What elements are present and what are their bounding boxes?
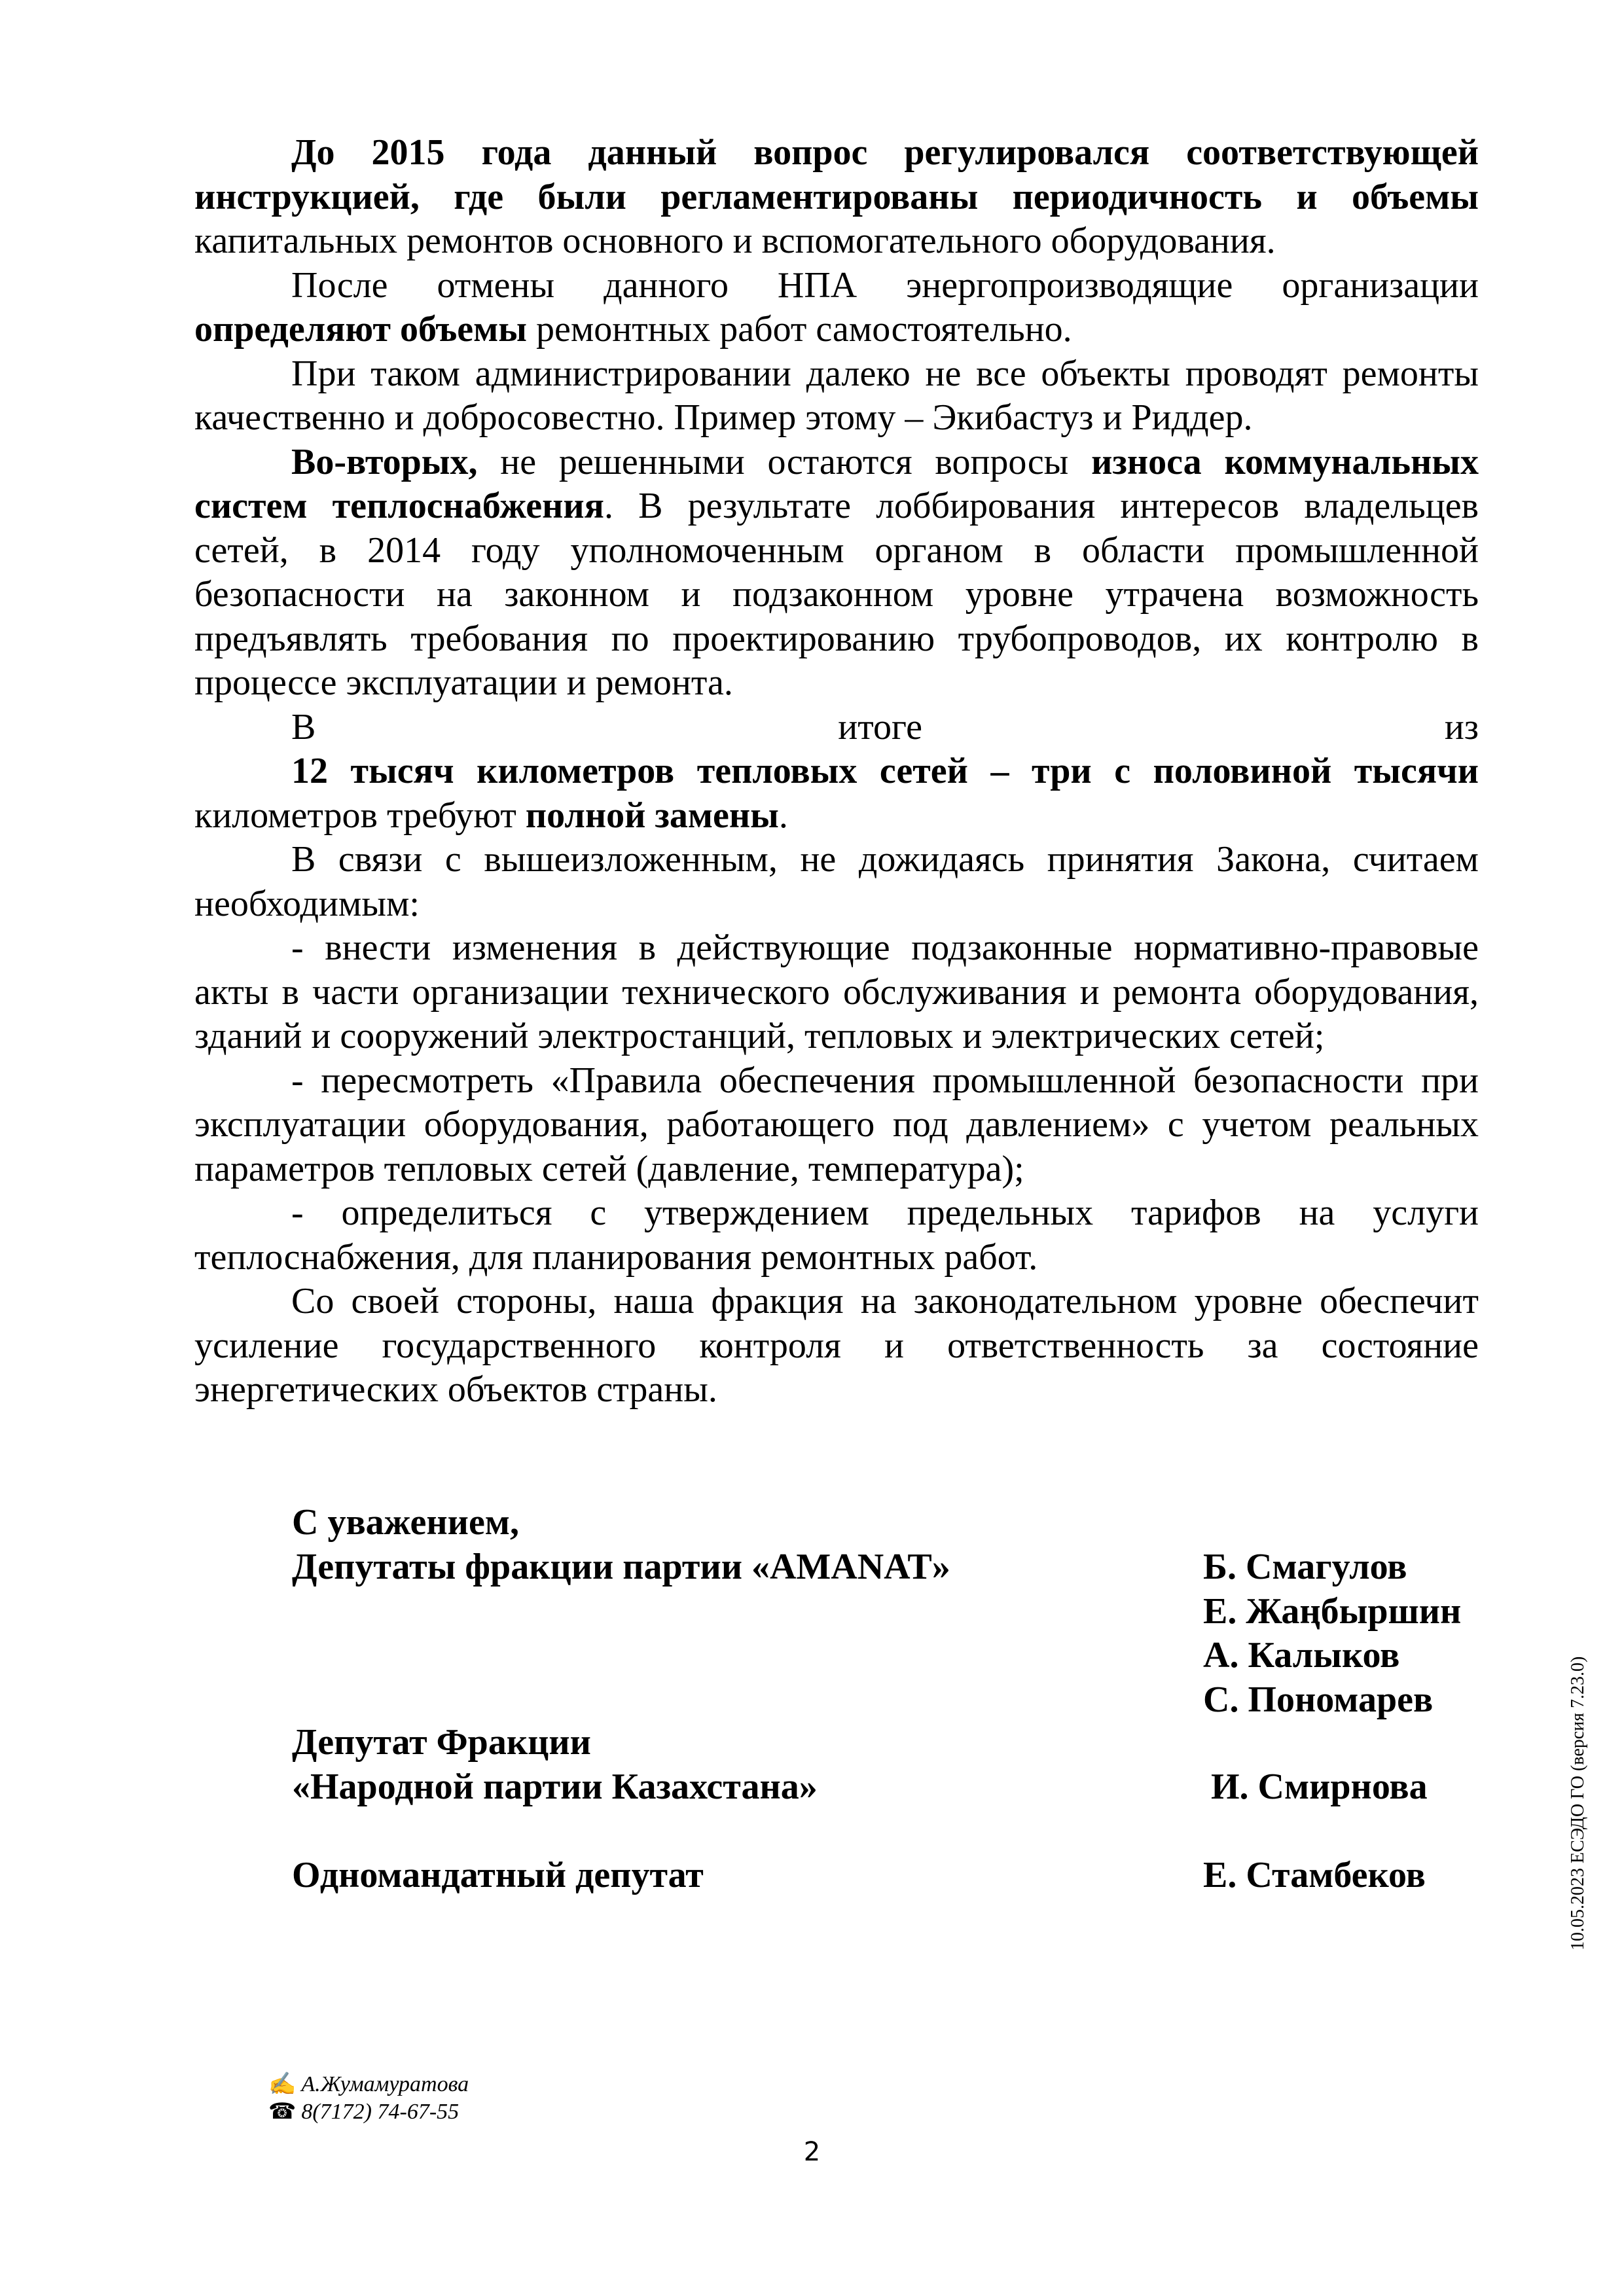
signature-group1-title: Депутаты фракции партии «AMANAT» [292,1547,950,1587]
signature-group1-names [1203,1545,1461,1722]
text-run: капитальных ремонтов основного и вспомогательного оборудования. [194,221,1276,261]
body-paragraph [194,352,1479,440]
text-run: Со своей стороны, наша фракция на законодательном уровне обеспечит усиление государственного контроля и ответственность за состояние энергетических объектов страны. [194,1281,1479,1410]
document-system-stamp: 10.05.2023 ЕСЭДО ГО (версия 7.23.0) [1568,1656,1588,1950]
signature-greeting: С уважением, [292,1502,519,1543]
bold-text-run: износа коммунальных систем теплоснабжения [194,441,1479,526]
author-name: А.Жумамуратова [301,2072,469,2096]
bold-text-run: полной замены [525,795,779,836]
bold-text-run: До 2015 года данный вопрос регулировался соответствующей инструкцией, где были регламентированы периодичность и объемы [194,132,1479,217]
signature-group2-title-line1: Депутат Фракции [292,1722,591,1763]
signature-group2-title-line2: «Народной партии Казахстана» [292,1767,818,1807]
signatory-name: Б. Смагулов [1203,1547,1407,1587]
body-paragraph [194,440,1479,706]
signatory-name: С. Пономарев [1203,1679,1434,1720]
text-run: километров требуют [194,795,526,836]
letter-body [194,131,1479,1412]
signature-group3-title: Одномандатный депутат [292,1855,704,1895]
page-number: 2 [803,2137,821,2167]
body-paragraph [194,1191,1479,1280]
text-run: В итоге из [291,706,1479,747]
text-run: . [778,795,788,836]
body-paragraph [194,131,1479,264]
signatory-name: Е. Жаңбыршин [1203,1590,1462,1632]
phone-number: 8(7172) 74-67-55 [301,2100,460,2124]
text-run: - внести изменения в действующие подзаконные нормативно-правовые акты в части организации технического обслуживания и ремонта оборудования, зданий и сооружений электростанций, тепловых и электрических сетей; [194,927,1479,1056]
bold-text-run: Во-вторых, [291,441,478,482]
body-paragraph [194,1059,1479,1192]
body-paragraph [194,926,1479,1059]
signature-group3-name: Е. Стамбеков [1203,1855,1426,1895]
body-paragraph [194,1280,1479,1412]
body-paragraph [194,706,1479,750]
text-run: . В результате лоббирования интересов владельцев сетей, в 2014 году уполномоченным органом в области промышленной безопасности на законном и подзаконном уровне утрачена возможность предъявлять требования по проектированию трубопроводов, их контролю в процессе эксплуатации и ремонта. [194,486,1479,703]
body-paragraph [194,838,1479,926]
phone-icon: ☎ [268,2100,297,2124]
text-run: - пересмотреть «Правила обеспечения промышленной безопасности при эксплуатации оборудования, работающего под давлением» с учетом реальных параметров тепловых сетей (давление, температура); [194,1060,1479,1189]
text-run: После отмены данного НПА энергопроизводящие организации [291,264,1479,306]
text-run: ремонтных работ самостоятельно. [526,309,1072,350]
signature-group2-name: И. Смирнова [1211,1767,1428,1807]
signatory-name: А. Калыков [1203,1635,1400,1676]
body-paragraph [194,749,1479,838]
text-run: В связи с вышеизложенным, не дожидаясь принятия Закона, считаем необходимым: [194,839,1479,924]
phone-line [268,2098,469,2126]
author-line [268,2071,469,2098]
bold-text-run: определяют объемы [194,309,527,350]
text-run: - определиться с утверждением предельных тарифов на услуги теплоснабжения, для планирования ремонтных работ. [194,1193,1479,1278]
pen-icon: ✍ [268,2072,297,2096]
text-run: При таком администрировании далеко не все объекты проводят ремонты качественно и добросовестно. Пример этому – Экибастуз и Риддер. [194,353,1479,438]
footer-contact [268,2071,469,2126]
text-run: не решенными остаются вопросы [477,441,1092,482]
bold-text-run: 12 тысяч километров тепловых сетей – три с половиной тысячи [291,751,1479,791]
body-paragraph [194,264,1479,352]
